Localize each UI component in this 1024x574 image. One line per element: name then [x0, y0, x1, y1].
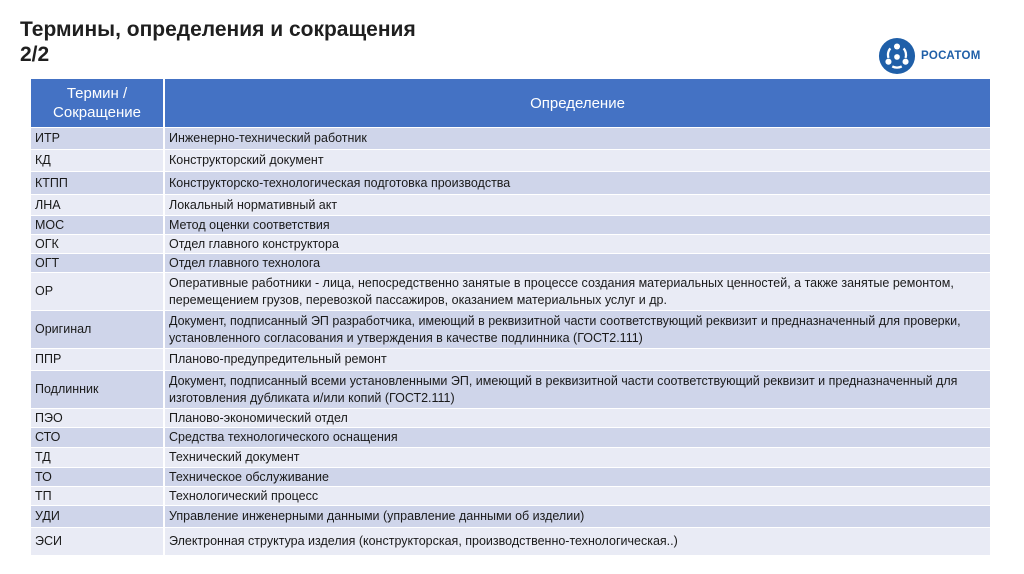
table-row: [31, 428, 990, 448]
definition-cell: Планово-предупредительный ремонт: [164, 349, 990, 371]
definition-cell: Технологический процесс: [164, 487, 990, 506]
definition-cell: Технический документ: [164, 448, 990, 468]
table-row: [31, 468, 990, 487]
table-row: [31, 311, 990, 349]
terms-table: [31, 79, 990, 555]
logo-text: РОСАТОМ: [921, 50, 981, 62]
term-cell: ППР: [31, 349, 164, 371]
term-cell: ТО: [31, 468, 164, 487]
definition-cell: Отдел главного конструктора: [164, 235, 990, 254]
definition-cell: Конструкторско-технологическая подготовка производства: [164, 172, 990, 195]
table-row: [31, 487, 990, 506]
term-cell: Оригинал: [31, 311, 164, 349]
term-cell: ОР: [31, 273, 164, 311]
term-cell: Подлинник: [31, 371, 164, 409]
definition-cell: Управление инженерными данными (управление данными об изделии): [164, 506, 990, 528]
definition-cell: Средства технологического оснащения: [164, 428, 990, 448]
table-header-row: [31, 79, 990, 128]
table-row: [31, 254, 990, 273]
table-row: [31, 195, 990, 216]
term-cell: ОГК: [31, 235, 164, 254]
table-row: [31, 349, 990, 371]
term-cell: МОС: [31, 216, 164, 235]
slide-title: [20, 17, 416, 67]
table-row: [31, 448, 990, 468]
header-term: Термин / Сокращение: [31, 79, 164, 128]
slide-title-line1: Термины, определения и сокращения: [20, 18, 416, 41]
definition-cell: Планово-экономический отдел: [164, 409, 990, 428]
table-row: [31, 528, 990, 555]
term-cell: ЛНА: [31, 195, 164, 216]
term-cell: ТД: [31, 448, 164, 468]
table-row: [31, 409, 990, 428]
term-cell: ЭСИ: [31, 528, 164, 555]
table-row: [31, 172, 990, 195]
table-row: [31, 128, 990, 150]
term-cell: ПЭО: [31, 409, 164, 428]
term-cell: ИТР: [31, 128, 164, 150]
table-row: [31, 150, 990, 172]
slide-title-page: 2/2: [20, 43, 50, 66]
rosatom-atom-icon: [878, 37, 916, 75]
term-cell: КТПП: [31, 172, 164, 195]
definition-cell: Локальный нормативный акт: [164, 195, 990, 216]
table-row: [31, 273, 990, 311]
table-row: [31, 235, 990, 254]
definition-cell: Оперативные работники - лица, непосредственно занятые в процессе создания материальных ценностей, а также занятые ремонтом, перемещением грузов, перевозкой пассажиров, оказанием материальных услуг и др.: [164, 273, 990, 311]
definition-cell: Конструкторский документ: [164, 150, 990, 172]
definition-cell: Техническое обслуживание: [164, 468, 990, 487]
definition-cell: Метод оценки соответствия: [164, 216, 990, 235]
definition-cell: Отдел главного технолога: [164, 254, 990, 273]
term-cell: ОГТ: [31, 254, 164, 273]
term-cell: ТП: [31, 487, 164, 506]
definition-cell: Инженерно-технический работник: [164, 128, 990, 150]
table-row: [31, 216, 990, 235]
definition-cell: Документ, подписанный ЭП разработчика, имеющий в реквизитной части соответствующий реквизит и предназначенный для проверки, установленного согласования и утверждения в качестве подлинника (ГОСТ2.111): [164, 311, 990, 349]
term-cell: КД: [31, 150, 164, 172]
term-cell: УДИ: [31, 506, 164, 528]
definition-cell: Электронная структура изделия (конструкторская, производственно-технологическая..): [164, 528, 990, 555]
term-cell: СТО: [31, 428, 164, 448]
header-definition: Определение: [164, 79, 990, 128]
definition-cell: Документ, подписанный всеми установленными ЭП, имеющий в реквизитной части соответствующий реквизит и предназначенный для изготовления дубликата и/или копий (ГОСТ2.111): [164, 371, 990, 409]
rosatom-logo: [878, 37, 981, 75]
table-row: [31, 506, 990, 528]
table-row: [31, 371, 990, 409]
